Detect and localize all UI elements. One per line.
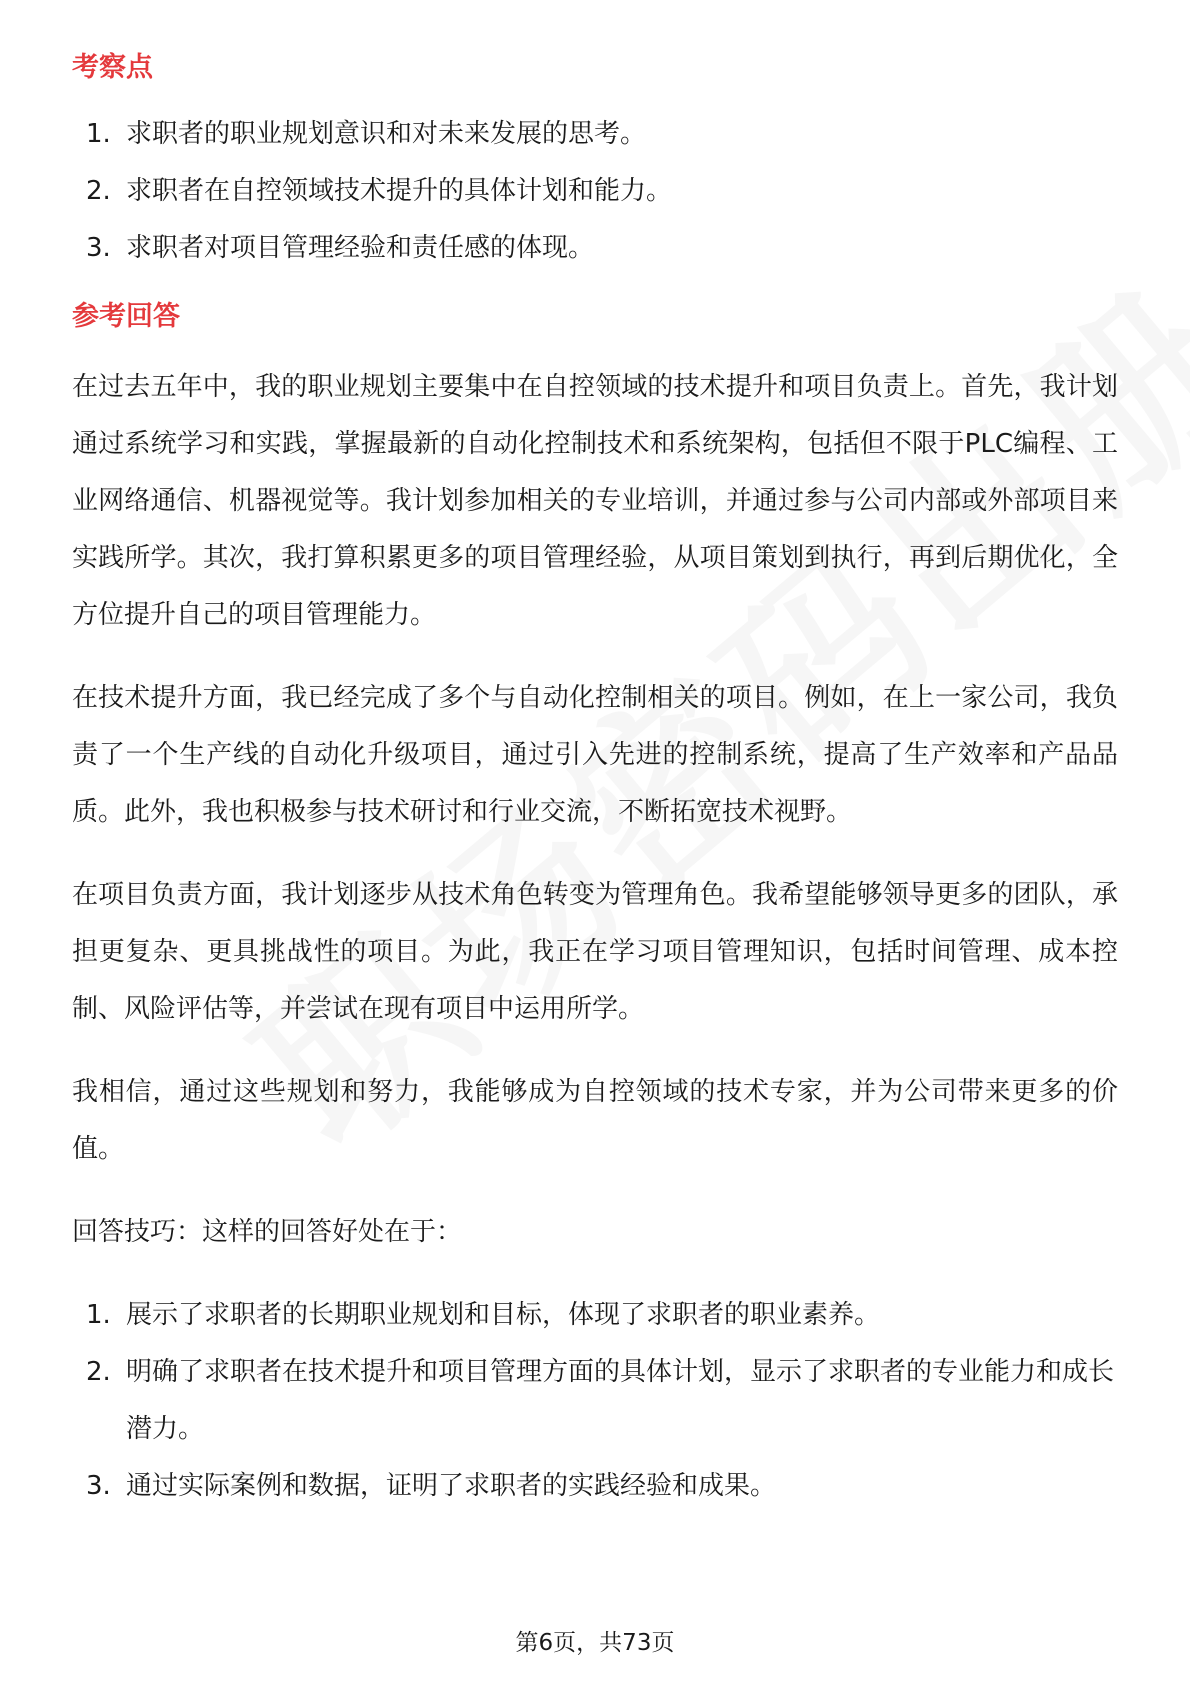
- answer-paragraph: 在项目负责方面，我计划逐步从技术角色转变为管理角色。我希望能够领导更多的团队，承担更复杂、更具挑战性的项目。为此，我正在学习项目管理知识，包括时间管理、成本控制、风险评估等，并尝试在现有项目中运用所学。: [72, 880, 1118, 1024]
- list-item: [72, 220, 1118, 277]
- answer-tips-intro: 回答技巧：这样的回答好处在于：: [72, 1217, 463, 1247]
- page-number-footer: 第6页，共73页: [515, 1630, 675, 1656]
- list-item-text: 展示了求职者的长期职业规划和目标，体现了求职者的职业素养。: [126, 1300, 881, 1330]
- exam-points-list: [72, 106, 1118, 277]
- page-content: [72, 48, 1118, 1515]
- answer-paragraph: 在技术提升方面，我已经完成了多个与自动化控制相关的项目。例如，在上一家公司，我负责了一个生产线的自动化升级项目，通过引入先进的控制系统，提高了生产效率和产品品质。此外，我也积极参与技术研讨和行业交流，不断拓宽技术视野。: [72, 683, 1118, 827]
- list-item: [72, 1287, 1118, 1344]
- list-item: [72, 163, 1118, 220]
- list-item: [72, 106, 1118, 163]
- answer-paragraph: 在过去五年中，我的职业规划主要集中在自控领域的技术提升和项目负责上。首先，我计划通过系统学习和实践，掌握最新的自动化控制技术和系统架构，包括但不限于PLC编程、工业网络通信、机器视觉等。我计划参加相关的专业培训，并通过参与公司内部或外部项目来实践所学。其次，我打算积累更多的项目管理经验，从项目策划到执行，再到后期优化，全方位提升自己的项目管理能力。: [72, 372, 1118, 630]
- list-item-number: 2.: [86, 176, 111, 206]
- list-item-number: 2.: [86, 1357, 111, 1387]
- list-item-number: 1.: [86, 1300, 111, 1330]
- answer-paragraph: 我相信，通过这些规划和努力，我能够成为自控领域的技术专家，并为公司带来更多的价值。: [72, 1077, 1118, 1164]
- list-item-text: 求职者对项目管理经验和责任感的体现。: [126, 233, 595, 263]
- section-heading-reference-answer: 参考回答: [72, 301, 180, 332]
- list-item-number: 3.: [86, 233, 111, 263]
- list-item-text: 明确了求职者在技术提升和项目管理方面的具体计划，显示了求职者的专业能力和成长潜力。: [126, 1357, 1115, 1444]
- list-item: [72, 1458, 1118, 1515]
- section-heading-exam-points: 考察点: [72, 52, 153, 83]
- list-item-number: 3.: [86, 1471, 111, 1501]
- list-item-number: 1.: [86, 119, 111, 149]
- list-item-text: 求职者在自控领域技术提升的具体计划和能力。: [126, 176, 673, 206]
- list-item-text: 求职者的职业规划意识和对未来发展的思考。: [126, 119, 647, 149]
- list-item: [72, 1344, 1118, 1458]
- list-item-text: 通过实际案例和数据，证明了求职者的实践经验和成果。: [126, 1471, 777, 1501]
- answer-tips-list: [72, 1287, 1118, 1515]
